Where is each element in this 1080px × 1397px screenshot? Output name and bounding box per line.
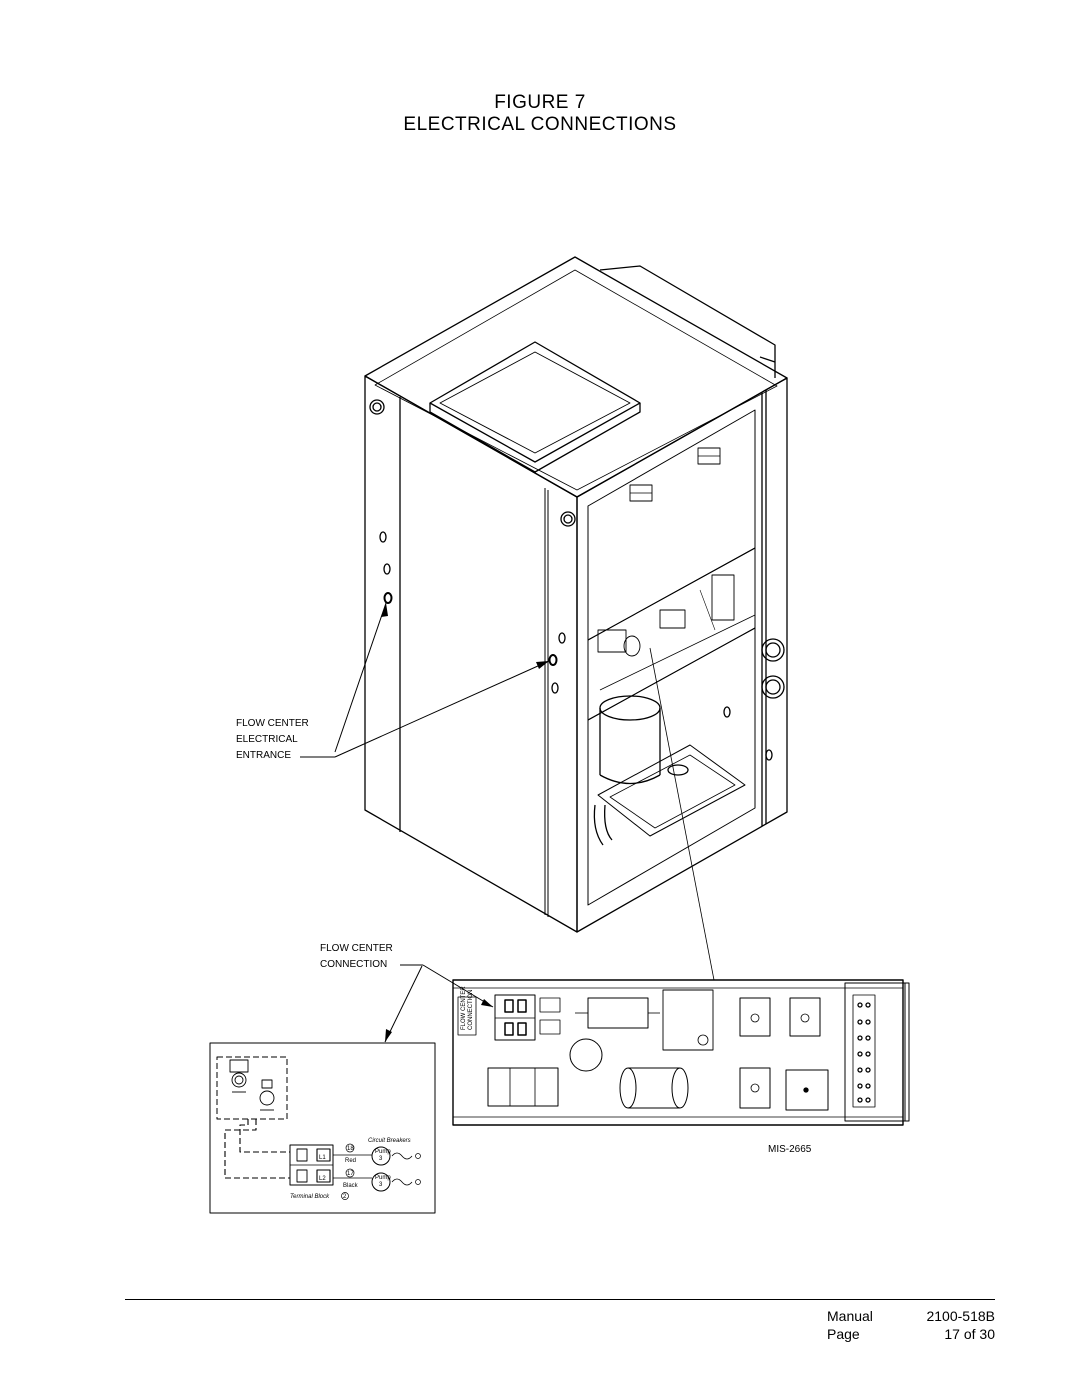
wire-color-red: Red	[345, 1158, 357, 1164]
control-panel	[453, 980, 909, 1125]
wire-number-black: 17	[347, 1171, 354, 1177]
drawing-id: MIS-2665	[768, 1144, 812, 1155]
footer-rule	[125, 1299, 995, 1300]
entrance-label-line2: ELECTRICAL	[236, 734, 298, 745]
breaker2-number: 3	[379, 1182, 383, 1188]
heat-pump-cabinet	[365, 257, 787, 932]
connection-label-line2: CONNECTION	[320, 959, 388, 970]
wire-color-black: Black	[343, 1183, 358, 1189]
entrance-label-line1: FLOW CENTER	[236, 718, 309, 729]
figure-number: FIGURE 7	[494, 92, 586, 113]
entrance-label-line3: ENTRANCE	[236, 750, 292, 761]
manual-number: 2100-518B	[926, 1308, 995, 1324]
figure-title: ELECTRICAL CONNECTIONS	[403, 114, 677, 135]
breaker1-number: 3	[379, 1156, 383, 1162]
panel-flow-center-label: FLOW CENTER	[461, 986, 467, 1030]
l2-label: L2	[319, 1176, 326, 1182]
terminal-block-number: 2	[343, 1194, 347, 1200]
panel-connection-label: CONNECTION	[468, 989, 474, 1030]
page-label: Page	[827, 1326, 860, 1342]
manual-label: Manual	[827, 1308, 873, 1324]
page-number: 17 of 30	[944, 1326, 995, 1342]
breaker2-label: Pump	[375, 1175, 391, 1181]
wire-number-red: 18	[347, 1146, 354, 1152]
l1-label: L1	[319, 1155, 326, 1161]
circuit-breakers-label: Circuit Breakers	[368, 1138, 411, 1144]
wiring-inset	[210, 1043, 435, 1213]
terminal-block-label: Terminal Block	[290, 1194, 330, 1200]
breaker1-label: Pump	[375, 1149, 391, 1155]
entrance-leaders	[300, 603, 549, 757]
connection-label-line1: FLOW CENTER	[320, 943, 393, 954]
